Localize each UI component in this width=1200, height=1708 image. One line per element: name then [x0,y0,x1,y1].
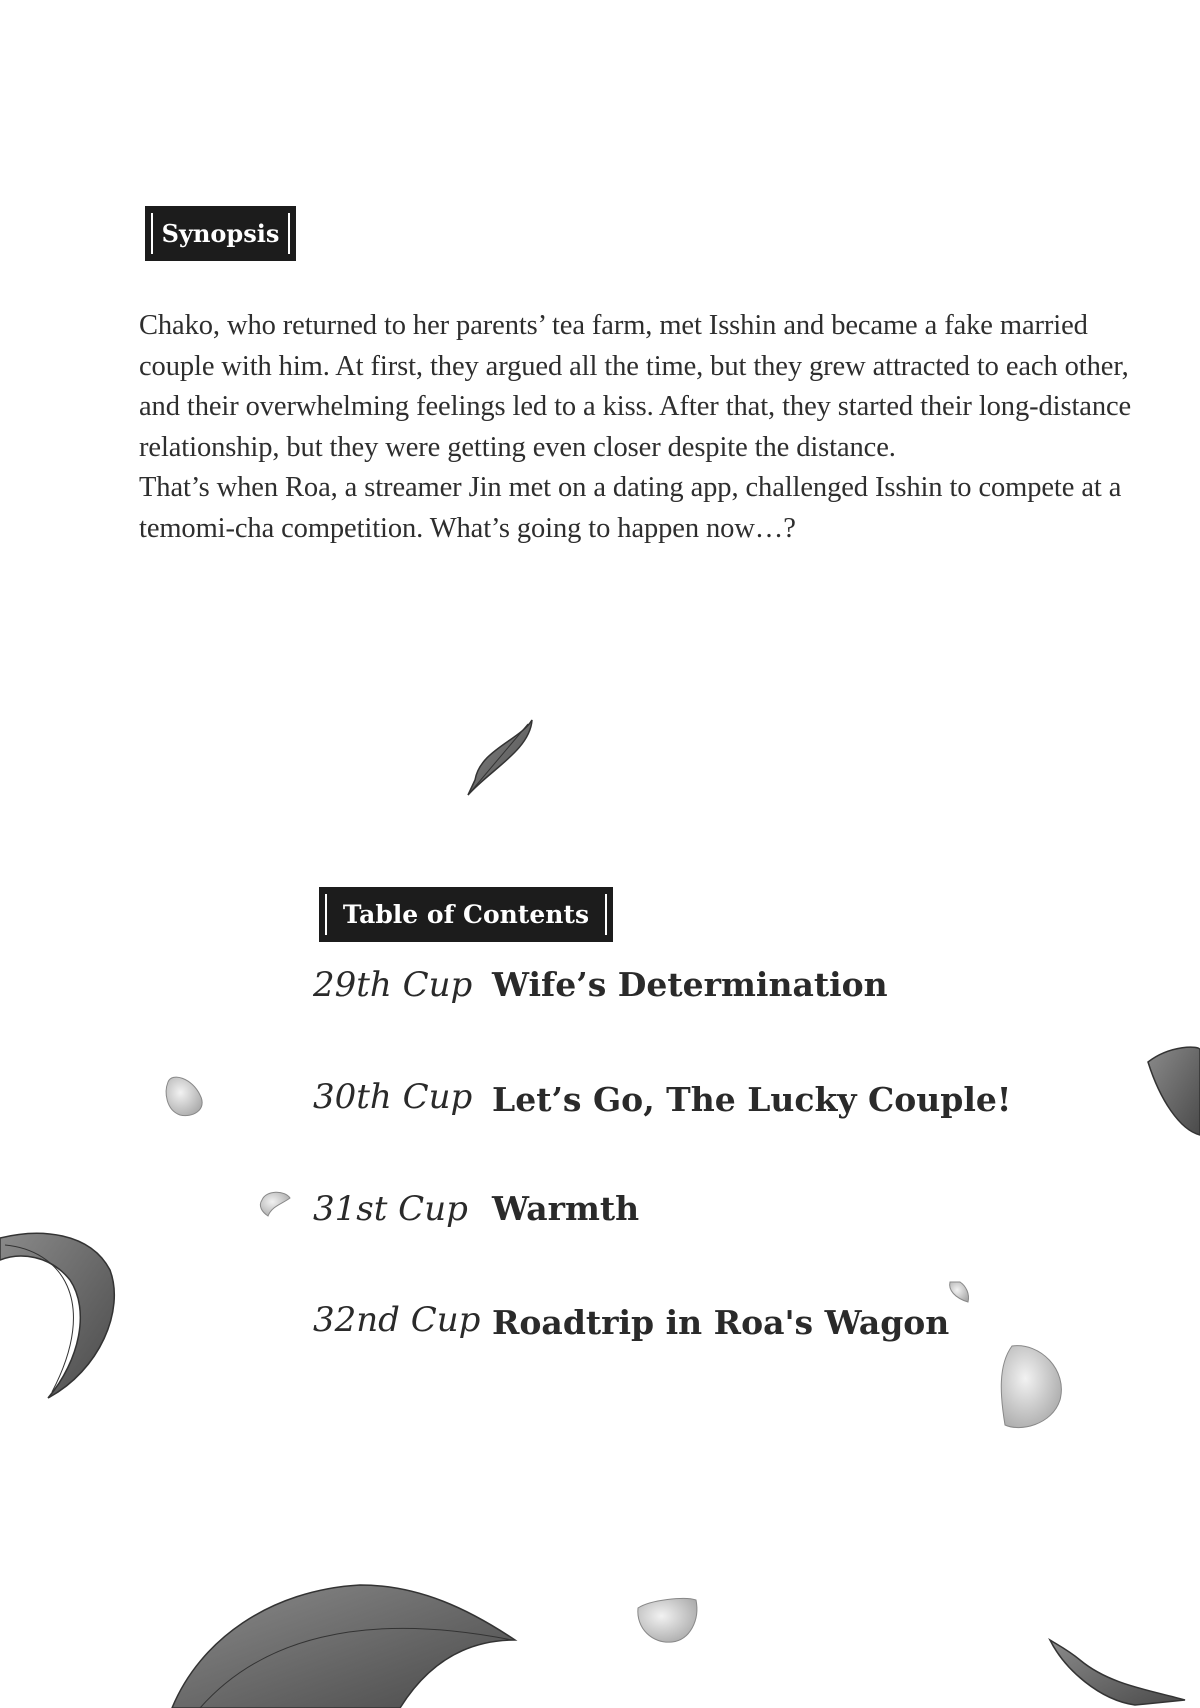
chapter-title: Let’s Go, The Lucky Couple! [492,1080,1012,1119]
toc-entry[interactable] [313,965,1113,1015]
synopsis-paragraph: Chako, who returned to her parents’ tea farm, met Isshin and became a fake married couple with him. At first, they argued all the time, but they grew attracted to each other, and their overwhelming feelings led to a kiss. After that, they started their long-distance relationship, but they were getting even closer despite the distance. [139,310,1132,463]
tea-leaf-icon [172,1585,515,1708]
tea-leaf-icon [0,1233,114,1398]
petal-icon [950,1282,969,1302]
chapter-title: Warmth [492,1189,640,1228]
toc-entry[interactable] [313,1300,1113,1350]
toc-heading [319,887,613,942]
chapter-number: 32nd Cup [313,1300,481,1340]
synopsis-heading-text: Synopsis [161,219,280,248]
synopsis-paragraph: That’s when Roa, a streamer Jin met on a dating app, challenged Isshin to compete at a temomi-cha competition. What’s going to happen now…? [139,472,1122,544]
tea-leaf-icon [1050,1640,1185,1705]
chapter-number: 31st Cup [313,1189,468,1229]
petal-icon [260,1192,290,1216]
toc-entry[interactable] [313,1077,1113,1127]
synopsis-heading [145,206,296,261]
chapter-title: Wife’s Determination [492,965,888,1004]
tea-leaf-icon [468,720,532,795]
tea-leaf-icon [1148,1047,1200,1135]
toc-entry[interactable] [313,1189,1113,1239]
heading-bar-right [288,213,290,254]
petal-icon [166,1077,202,1115]
heading-bar-right [605,894,607,935]
chapter-number: 30th Cup [313,1077,473,1117]
chapter-number: 29th Cup [313,965,473,1005]
petal-icon [638,1598,697,1642]
synopsis-text [139,306,1139,549]
petal-icon [1001,1346,1061,1428]
chapter-title: Roadtrip in Roa's Wagon [492,1303,950,1342]
toc-heading-text: Table of Contents [342,900,590,929]
